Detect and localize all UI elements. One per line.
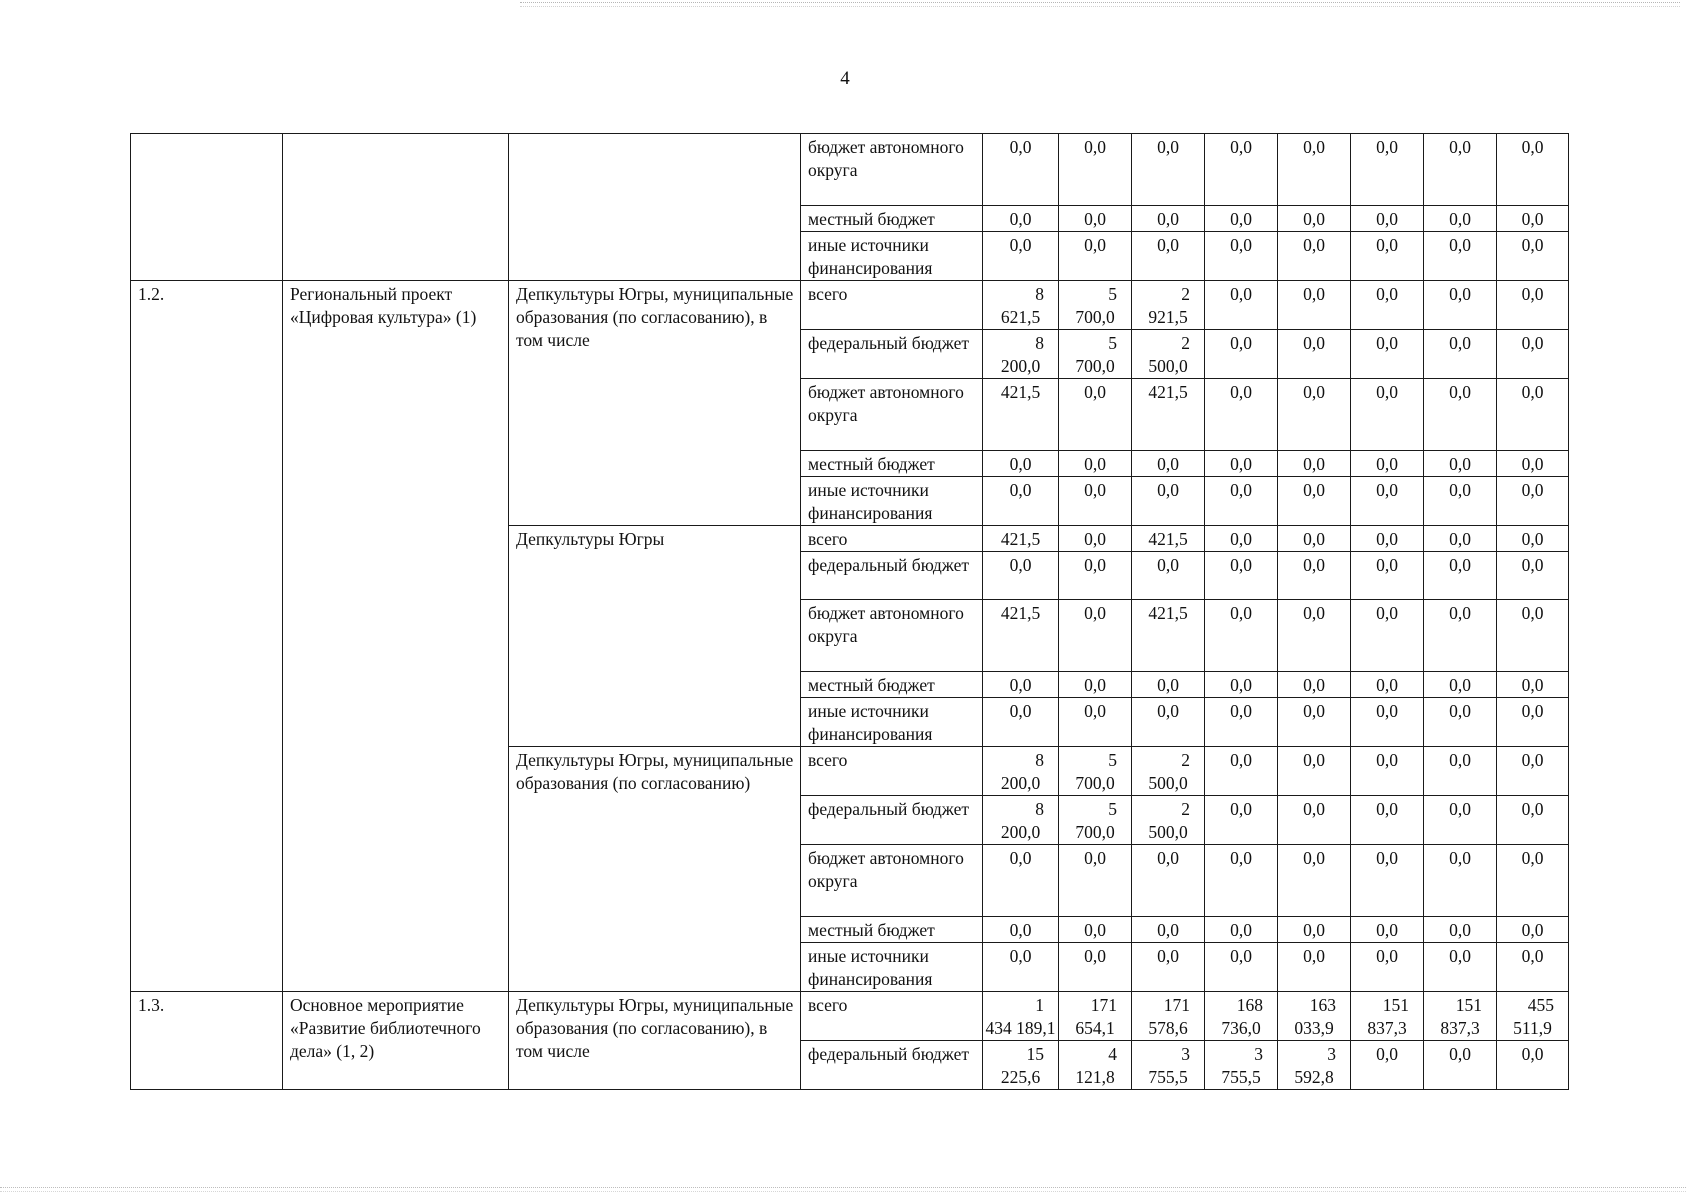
amount-cell: 3 592,8 <box>1278 1041 1351 1090</box>
amount-cell: 0,0 <box>1424 379 1497 451</box>
amount-cell: 0,0 <box>1424 1041 1497 1090</box>
amount-cell: 0,0 <box>1278 330 1351 379</box>
amount-cell: 0,0 <box>1351 917 1424 943</box>
amount-cell: 8 200,0 <box>983 330 1059 379</box>
amount-cell: 0,0 <box>1205 917 1278 943</box>
amount-cell: 2 500,0 <box>1132 330 1205 379</box>
amount-cell: 0,0 <box>1497 672 1569 698</box>
amount-cell: 0,0 <box>1497 917 1569 943</box>
amount-cell: 0,0 <box>1205 796 1278 845</box>
amount-cell: 421,5 <box>983 600 1059 672</box>
scan-artifact-top <box>520 2 1680 7</box>
amount-cell: 0,0 <box>983 917 1059 943</box>
amount-cell: 0,0 <box>1205 672 1278 698</box>
amount-cell: 0,0 <box>1424 552 1497 600</box>
amount-cell: 0,0 <box>1059 917 1132 943</box>
amount-cell: 0,0 <box>1205 698 1278 747</box>
amount-cell: 0,0 <box>983 206 1059 232</box>
amount-cell: 0,0 <box>983 698 1059 747</box>
funding-source: федеральный бюджет <box>801 1041 983 1090</box>
amount-cell: 0,0 <box>1351 379 1424 451</box>
amount-cell: 0,0 <box>1497 451 1569 477</box>
scan-artifact-bottom <box>0 1187 1686 1192</box>
financing-table <box>130 133 1569 1090</box>
amount-cell: 0,0 <box>1278 134 1351 206</box>
amount-cell: 0,0 <box>1351 600 1424 672</box>
amount-cell: 0,0 <box>1278 206 1351 232</box>
executor: Депкультуры Югры, муниципальные образования (по согласованию) <box>509 747 801 992</box>
amount-cell: 3 755,5 <box>1132 1041 1205 1090</box>
amount-cell: 0,0 <box>1497 281 1569 330</box>
amount-cell: 0,0 <box>1351 134 1424 206</box>
amount-cell: 0,0 <box>1497 232 1569 281</box>
amount-cell: 2 500,0 <box>1132 747 1205 796</box>
amount-cell: 0,0 <box>1205 477 1278 526</box>
amount-cell: 0,0 <box>1497 552 1569 600</box>
amount-cell: 0,0 <box>1424 943 1497 992</box>
amount-cell: 3 755,5 <box>1205 1041 1278 1090</box>
amount-cell: 0,0 <box>1424 845 1497 917</box>
amount-cell: 0,0 <box>1424 600 1497 672</box>
amount-cell: 2 500,0 <box>1132 796 1205 845</box>
amount-cell: 0,0 <box>1205 600 1278 672</box>
amount-cell: 0,0 <box>983 845 1059 917</box>
amount-cell: 0,0 <box>1059 232 1132 281</box>
amount-cell: 0,0 <box>1497 526 1569 552</box>
amount-cell: 0,0 <box>1278 796 1351 845</box>
amount-cell: 0,0 <box>1424 281 1497 330</box>
amount-cell: 171 654,1 <box>1059 992 1132 1041</box>
amount-cell: 0,0 <box>1351 526 1424 552</box>
amount-cell: 4 121,8 <box>1059 1041 1132 1090</box>
amount-cell: 8 621,5 <box>983 281 1059 330</box>
amount-cell: 0,0 <box>1497 134 1569 206</box>
amount-cell: 0,0 <box>1059 552 1132 600</box>
amount-cell: 1 434 189,1 <box>983 992 1059 1041</box>
amount-cell: 0,0 <box>1059 134 1132 206</box>
amount-cell: 0,0 <box>1059 672 1132 698</box>
executor <box>509 134 801 281</box>
amount-cell: 0,0 <box>1424 672 1497 698</box>
amount-cell: 0,0 <box>1424 451 1497 477</box>
amount-cell: 0,0 <box>1278 917 1351 943</box>
amount-cell: 0,0 <box>1424 526 1497 552</box>
amount-cell: 0,0 <box>1278 672 1351 698</box>
item-number: 1.3. <box>131 992 283 1090</box>
funding-source: бюджет автономного округа <box>801 379 983 451</box>
amount-cell: 0,0 <box>1059 943 1132 992</box>
funding-source: всего <box>801 992 983 1041</box>
table-row <box>131 992 1569 1041</box>
amount-cell: 0,0 <box>1278 943 1351 992</box>
amount-cell: 0,0 <box>1278 698 1351 747</box>
funding-source: иные источники финансирования <box>801 698 983 747</box>
table-row <box>131 281 1569 330</box>
funding-source: местный бюджет <box>801 917 983 943</box>
item-name: Основное мероприятие «Развитие библиотечного дела» (1, 2) <box>283 992 509 1090</box>
amount-cell: 421,5 <box>983 526 1059 552</box>
funding-source: иные источники финансирования <box>801 232 983 281</box>
amount-cell: 0,0 <box>1351 672 1424 698</box>
amount-cell: 8 200,0 <box>983 796 1059 845</box>
amount-cell: 0,0 <box>1205 552 1278 600</box>
amount-cell: 0,0 <box>1205 206 1278 232</box>
amount-cell: 0,0 <box>1205 379 1278 451</box>
amount-cell: 0,0 <box>1351 698 1424 747</box>
amount-cell: 0,0 <box>1497 845 1569 917</box>
amount-cell: 5 700,0 <box>1059 796 1132 845</box>
amount-cell: 2 921,5 <box>1132 281 1205 330</box>
amount-cell: 0,0 <box>1351 477 1424 526</box>
funding-source: бюджет автономного округа <box>801 134 983 206</box>
amount-cell: 0,0 <box>1059 206 1132 232</box>
amount-cell: 0,0 <box>1351 281 1424 330</box>
amount-cell: 0,0 <box>1205 943 1278 992</box>
amount-cell: 163 033,9 <box>1278 992 1351 1041</box>
amount-cell: 0,0 <box>1278 747 1351 796</box>
amount-cell: 0,0 <box>983 943 1059 992</box>
funding-source: федеральный бюджет <box>801 330 983 379</box>
amount-cell: 0,0 <box>1497 747 1569 796</box>
page-number: 4 <box>840 68 850 89</box>
amount-cell: 0,0 <box>1351 747 1424 796</box>
amount-cell: 0,0 <box>1278 451 1351 477</box>
amount-cell: 0,0 <box>983 552 1059 600</box>
amount-cell: 0,0 <box>1278 477 1351 526</box>
amount-cell: 0,0 <box>1132 917 1205 943</box>
amount-cell: 15 225,6 <box>983 1041 1059 1090</box>
amount-cell: 0,0 <box>1497 330 1569 379</box>
amount-cell: 421,5 <box>1132 526 1205 552</box>
amount-cell: 0,0 <box>1351 451 1424 477</box>
item-number: 1.2. <box>131 281 283 992</box>
amount-cell: 0,0 <box>1132 451 1205 477</box>
amount-cell: 0,0 <box>1059 451 1132 477</box>
funding-source: бюджет автономного округа <box>801 600 983 672</box>
item-name <box>283 134 509 281</box>
amount-cell: 0,0 <box>983 672 1059 698</box>
amount-cell: 0,0 <box>1497 477 1569 526</box>
funding-source: всего <box>801 747 983 796</box>
funding-source: всего <box>801 281 983 330</box>
amount-cell: 0,0 <box>1278 379 1351 451</box>
amount-cell: 0,0 <box>1497 698 1569 747</box>
amount-cell: 0,0 <box>1351 943 1424 992</box>
item-number <box>131 134 283 281</box>
amount-cell: 151 837,3 <box>1424 992 1497 1041</box>
amount-cell: 0,0 <box>1497 206 1569 232</box>
funding-source: местный бюджет <box>801 672 983 698</box>
amount-cell: 0,0 <box>983 134 1059 206</box>
amount-cell: 0,0 <box>1424 206 1497 232</box>
amount-cell: 0,0 <box>1059 477 1132 526</box>
table-row <box>131 134 1569 206</box>
amount-cell: 0,0 <box>1205 526 1278 552</box>
amount-cell: 0,0 <box>1497 600 1569 672</box>
amount-cell: 0,0 <box>1132 943 1205 992</box>
funding-source: иные источники финансирования <box>801 477 983 526</box>
amount-cell: 0,0 <box>1351 796 1424 845</box>
amount-cell: 0,0 <box>1132 698 1205 747</box>
amount-cell: 171 578,6 <box>1132 992 1205 1041</box>
executor: Депкультуры Югры, муниципальные образования (по согласованию), в том числе <box>509 992 801 1090</box>
amount-cell: 0,0 <box>1132 672 1205 698</box>
amount-cell: 0,0 <box>1205 451 1278 477</box>
amount-cell: 0,0 <box>1278 552 1351 600</box>
amount-cell: 5 700,0 <box>1059 330 1132 379</box>
amount-cell: 0,0 <box>1424 330 1497 379</box>
funding-source: федеральный бюджет <box>801 552 983 600</box>
funding-source: иные источники финансирования <box>801 943 983 992</box>
amount-cell: 0,0 <box>1205 330 1278 379</box>
amount-cell: 0,0 <box>1351 845 1424 917</box>
amount-cell: 0,0 <box>1424 747 1497 796</box>
amount-cell: 0,0 <box>1132 134 1205 206</box>
amount-cell: 0,0 <box>1424 917 1497 943</box>
amount-cell: 8 200,0 <box>983 747 1059 796</box>
funding-source: местный бюджет <box>801 206 983 232</box>
amount-cell: 0,0 <box>1278 845 1351 917</box>
executor: Депкультуры Югры <box>509 526 801 747</box>
amount-cell: 0,0 <box>1205 845 1278 917</box>
executor: Депкультуры Югры, муниципальные образования (по согласованию), в том числе <box>509 281 801 526</box>
amount-cell: 0,0 <box>1132 206 1205 232</box>
amount-cell: 0,0 <box>1497 1041 1569 1090</box>
amount-cell: 0,0 <box>1278 526 1351 552</box>
amount-cell: 0,0 <box>983 451 1059 477</box>
amount-cell: 0,0 <box>1132 845 1205 917</box>
amount-cell: 0,0 <box>1278 281 1351 330</box>
amount-cell: 0,0 <box>1059 698 1132 747</box>
amount-cell: 5 700,0 <box>1059 747 1132 796</box>
amount-cell: 0,0 <box>1132 477 1205 526</box>
amount-cell: 0,0 <box>1351 1041 1424 1090</box>
amount-cell: 421,5 <box>1132 379 1205 451</box>
amount-cell: 0,0 <box>1205 281 1278 330</box>
amount-cell: 0,0 <box>1205 747 1278 796</box>
item-name: Региональный проект «Цифровая культура» (1) <box>283 281 509 992</box>
amount-cell: 0,0 <box>983 477 1059 526</box>
funding-source: всего <box>801 526 983 552</box>
amount-cell: 0,0 <box>1497 796 1569 845</box>
amount-cell: 0,0 <box>1132 552 1205 600</box>
amount-cell: 0,0 <box>1278 600 1351 672</box>
amount-cell: 0,0 <box>1059 526 1132 552</box>
financing-table-body <box>131 134 1569 1090</box>
amount-cell: 0,0 <box>1424 232 1497 281</box>
amount-cell: 0,0 <box>1278 232 1351 281</box>
amount-cell: 0,0 <box>1351 330 1424 379</box>
amount-cell: 0,0 <box>983 232 1059 281</box>
amount-cell: 0,0 <box>1059 845 1132 917</box>
amount-cell: 0,0 <box>1424 698 1497 747</box>
funding-source: местный бюджет <box>801 451 983 477</box>
amount-cell: 421,5 <box>983 379 1059 451</box>
amount-cell: 5 700,0 <box>1059 281 1132 330</box>
amount-cell: 0,0 <box>1351 232 1424 281</box>
amount-cell: 0,0 <box>1497 943 1569 992</box>
amount-cell: 0,0 <box>1424 796 1497 845</box>
funding-source: федеральный бюджет <box>801 796 983 845</box>
amount-cell: 0,0 <box>1424 134 1497 206</box>
amount-cell: 0,0 <box>1132 232 1205 281</box>
amount-cell: 151 837,3 <box>1351 992 1424 1041</box>
amount-cell: 0,0 <box>1351 552 1424 600</box>
amount-cell: 0,0 <box>1205 134 1278 206</box>
amount-cell: 0,0 <box>1351 206 1424 232</box>
amount-cell: 0,0 <box>1424 477 1497 526</box>
amount-cell: 0,0 <box>1059 600 1132 672</box>
amount-cell: 168 736,0 <box>1205 992 1278 1041</box>
amount-cell: 0,0 <box>1059 379 1132 451</box>
funding-source: бюджет автономного округа <box>801 845 983 917</box>
amount-cell: 421,5 <box>1132 600 1205 672</box>
amount-cell: 0,0 <box>1205 232 1278 281</box>
amount-cell: 0,0 <box>1497 379 1569 451</box>
amount-cell: 455 511,9 <box>1497 992 1569 1041</box>
